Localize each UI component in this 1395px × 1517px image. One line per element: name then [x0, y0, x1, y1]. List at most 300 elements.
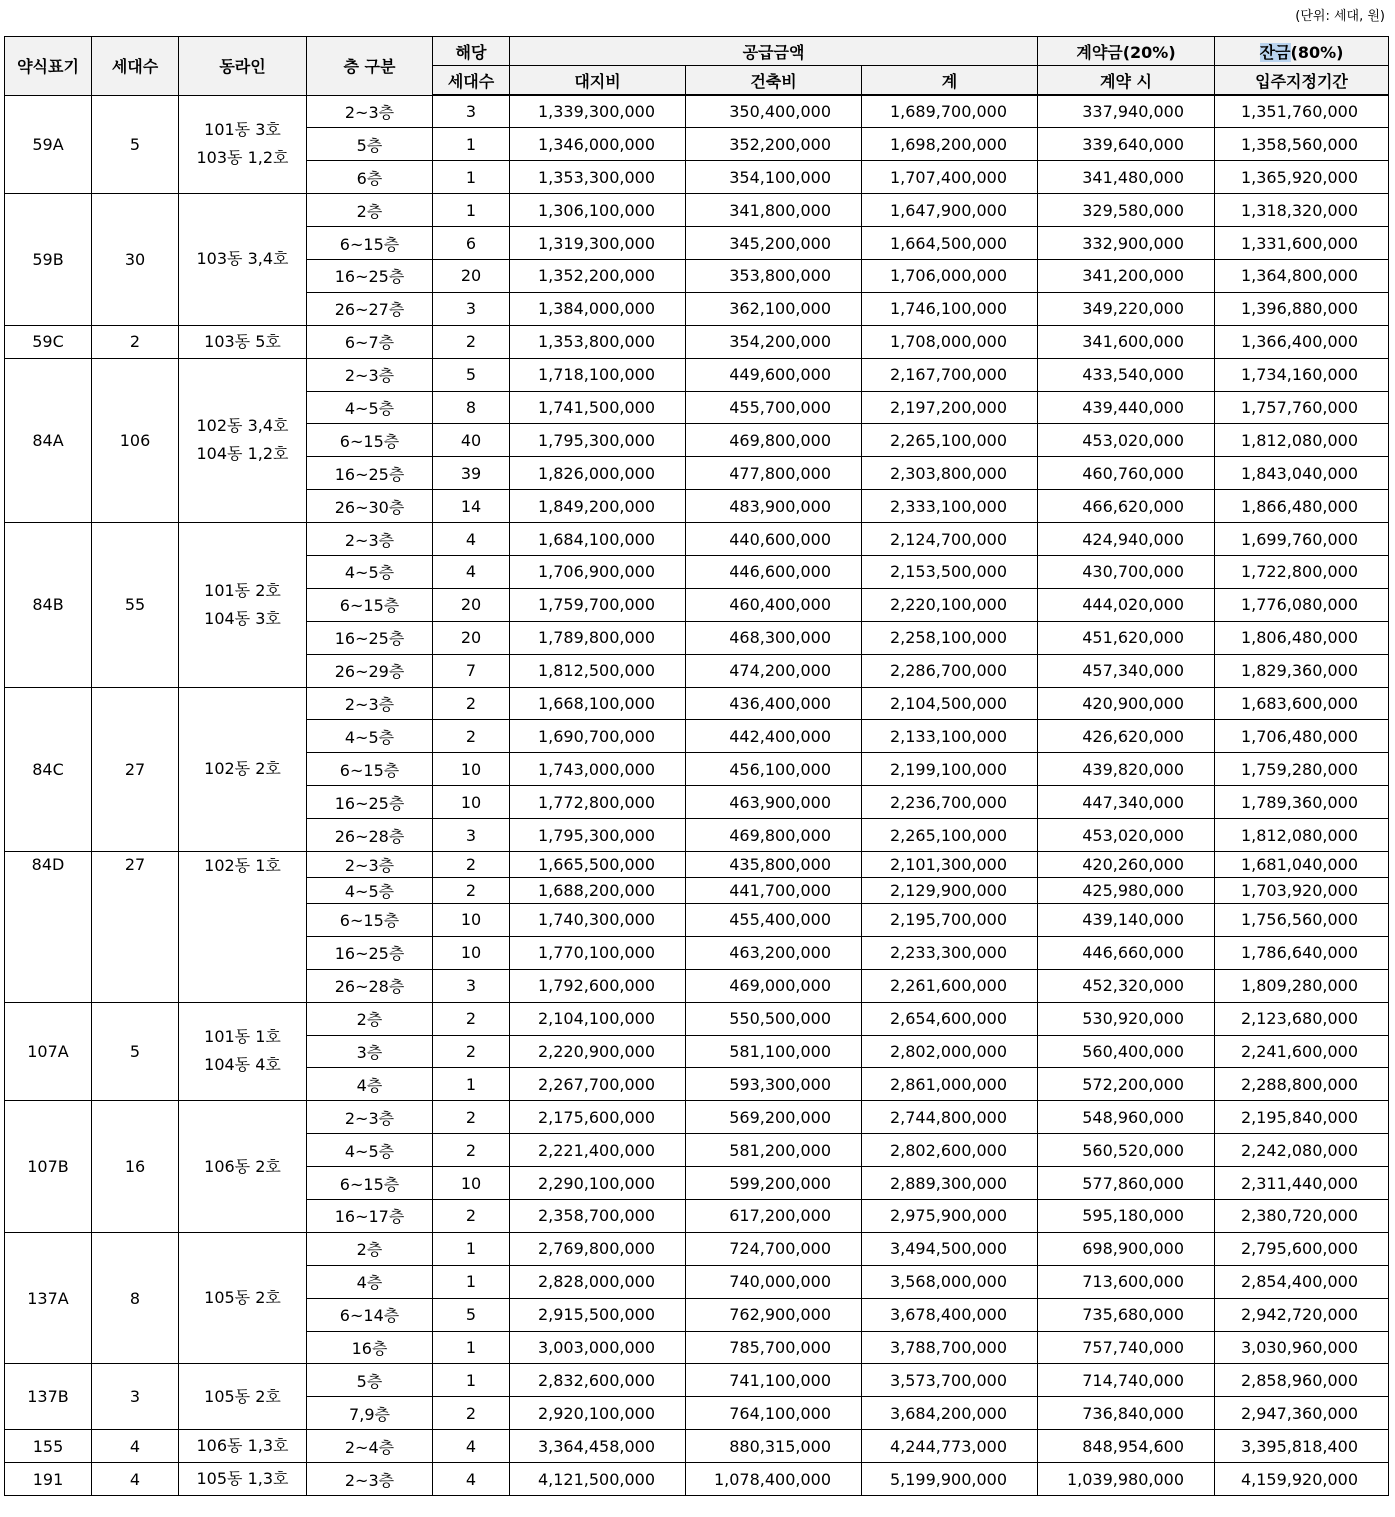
- building-cell: 353,800,000: [686, 259, 862, 292]
- count-cell: 1: [433, 1265, 510, 1298]
- land-cell: 2,828,000,000: [510, 1265, 686, 1298]
- type-cell: 59C: [5, 325, 92, 358]
- contract-cell: 548,960,000: [1038, 1101, 1215, 1134]
- floor-cell: 2~3층: [307, 358, 433, 391]
- count-cell: 4: [433, 1430, 510, 1463]
- total-cell: 3,788,700,000: [862, 1331, 1038, 1364]
- floor-cell: 26~27층: [307, 292, 433, 325]
- total-cell: 2,195,700,000: [862, 903, 1038, 936]
- floor-cell: 16~25층: [307, 457, 433, 490]
- total-cell: 2,129,900,000: [862, 877, 1038, 903]
- total-cell: 2,101,300,000: [862, 851, 1038, 877]
- count-cell: 10: [433, 753, 510, 786]
- floor-cell: 6~15층: [307, 753, 433, 786]
- dong-line-cell-empty: [179, 877, 307, 1002]
- balance-cell: 1,366,400,000: [1215, 325, 1389, 358]
- building-cell: 469,800,000: [686, 424, 862, 457]
- land-cell: 1,740,300,000: [510, 903, 686, 936]
- contract-cell: 332,900,000: [1038, 227, 1215, 260]
- floor-cell: 3층: [307, 1035, 433, 1068]
- building-cell: 469,800,000: [686, 819, 862, 852]
- floor-cell: 4~5층: [307, 391, 433, 424]
- supply-price-table: [4, 36, 1389, 1496]
- table-row: [5, 1232, 1389, 1265]
- count-cell: 2: [433, 687, 510, 720]
- land-cell: 1,826,000,000: [510, 457, 686, 490]
- land-cell: 1,668,100,000: [510, 687, 686, 720]
- land-cell: 2,175,600,000: [510, 1101, 686, 1134]
- floor-cell: 26~28층: [307, 819, 433, 852]
- table-row: [5, 325, 1389, 358]
- balance-cell: 1,812,080,000: [1215, 819, 1389, 852]
- balance-cell: 2,123,680,000: [1215, 1002, 1389, 1035]
- contract-cell: 452,320,000: [1038, 969, 1215, 1002]
- count-cell: 2: [433, 720, 510, 753]
- header-building: 건축비: [686, 66, 862, 96]
- households-cell: 106: [92, 358, 179, 522]
- contract-cell: 530,920,000: [1038, 1002, 1215, 1035]
- count-cell: 2: [433, 1200, 510, 1233]
- header-type: 약식표기: [5, 37, 92, 96]
- balance-cell: 1,396,880,000: [1215, 292, 1389, 325]
- table-row: [5, 95, 1389, 128]
- floor-cell: 16~17층: [307, 1200, 433, 1233]
- building-cell: 456,100,000: [686, 753, 862, 786]
- count-cell: 5: [433, 358, 510, 391]
- count-cell: 2: [433, 1101, 510, 1134]
- count-cell: 1: [433, 1232, 510, 1265]
- contract-cell: 453,020,000: [1038, 424, 1215, 457]
- floor-cell: 16층: [307, 1331, 433, 1364]
- total-cell: 3,494,500,000: [862, 1232, 1038, 1265]
- total-cell: 1,708,000,000: [862, 325, 1038, 358]
- count-cell: 2: [433, 325, 510, 358]
- building-cell: 345,200,000: [686, 227, 862, 260]
- contract-cell: 757,740,000: [1038, 1331, 1215, 1364]
- floor-cell: 6~15층: [307, 588, 433, 621]
- header-sub-households-bottom: 세대수: [433, 66, 510, 96]
- dong-line-text: 106동 2호: [204, 1156, 281, 1176]
- total-cell: 2,975,900,000: [862, 1200, 1038, 1233]
- total-cell: 2,233,300,000: [862, 936, 1038, 969]
- building-cell: 593,300,000: [686, 1068, 862, 1101]
- dong-line-cell: 102동 1호: [179, 851, 307, 877]
- land-cell: 1,352,200,000: [510, 259, 686, 292]
- households-cell-empty: [92, 877, 179, 1002]
- count-cell: 10: [433, 903, 510, 936]
- dong-line-cell: [179, 1430, 307, 1463]
- table-row: [5, 523, 1389, 556]
- households-cell: 27: [92, 851, 179, 877]
- count-cell: 8: [433, 391, 510, 424]
- land-cell: 3,003,000,000: [510, 1331, 686, 1364]
- balance-cell: 2,795,600,000: [1215, 1232, 1389, 1265]
- count-cell: 1: [433, 1331, 510, 1364]
- total-cell: 2,197,200,000: [862, 391, 1038, 424]
- type-cell: 191: [5, 1463, 92, 1496]
- contract-cell: 424,940,000: [1038, 523, 1215, 556]
- contract-cell: 572,200,000: [1038, 1068, 1215, 1101]
- total-cell: 2,889,300,000: [862, 1167, 1038, 1200]
- count-cell: 14: [433, 490, 510, 523]
- table-row: [5, 1364, 1389, 1397]
- count-cell: 3: [433, 819, 510, 852]
- balance-cell: 1,722,800,000: [1215, 555, 1389, 588]
- count-cell: 4: [433, 1463, 510, 1496]
- contract-cell: 447,340,000: [1038, 786, 1215, 819]
- floor-cell: 5층: [307, 128, 433, 161]
- land-cell: 1,812,500,000: [510, 654, 686, 687]
- table-row: [5, 851, 1389, 877]
- balance-cell: 1,757,760,000: [1215, 391, 1389, 424]
- floor-cell: 4층: [307, 1265, 433, 1298]
- building-cell: 469,000,000: [686, 969, 862, 1002]
- land-cell: 2,220,900,000: [510, 1035, 686, 1068]
- contract-cell: 460,760,000: [1038, 457, 1215, 490]
- households-cell: 55: [92, 523, 179, 687]
- floor-cell: 16~25층: [307, 259, 433, 292]
- total-cell: 3,684,200,000: [862, 1397, 1038, 1430]
- balance-cell: 1,756,560,000: [1215, 903, 1389, 936]
- header-balance-highlight: 잔금: [1259, 42, 1291, 62]
- count-cell: 6: [433, 227, 510, 260]
- floor-cell: 26~29층: [307, 654, 433, 687]
- land-cell: 1,772,800,000: [510, 786, 686, 819]
- building-cell: 617,200,000: [686, 1200, 862, 1233]
- dong-line-cell: [179, 523, 307, 687]
- count-cell: 20: [433, 588, 510, 621]
- count-cell: 4: [433, 555, 510, 588]
- count-cell: 5: [433, 1298, 510, 1331]
- building-cell: 599,200,000: [686, 1167, 862, 1200]
- balance-cell: 1,829,360,000: [1215, 654, 1389, 687]
- count-cell: 2: [433, 877, 510, 903]
- building-cell: 352,200,000: [686, 128, 862, 161]
- dong-line-cell: [179, 95, 307, 194]
- building-cell: 463,200,000: [686, 936, 862, 969]
- dong-line-cell: [179, 687, 307, 851]
- balance-cell: 1,683,600,000: [1215, 687, 1389, 720]
- contract-cell: 457,340,000: [1038, 654, 1215, 687]
- dong-line-text: 106동 1,3호: [196, 1436, 289, 1456]
- total-cell: 1,746,100,000: [862, 292, 1038, 325]
- floor-cell: 2~3층: [307, 687, 433, 720]
- total-cell: 2,258,100,000: [862, 621, 1038, 654]
- type-cell: 107B: [5, 1101, 92, 1233]
- building-cell: 477,800,000: [686, 457, 862, 490]
- building-cell: 764,100,000: [686, 1397, 862, 1430]
- floor-cell: 6층: [307, 161, 433, 194]
- table-row: [5, 877, 1389, 903]
- header-floor: 층 구분: [307, 37, 433, 96]
- count-cell: 3: [433, 95, 510, 128]
- header-contract-sub: 계약 시: [1038, 66, 1215, 96]
- land-cell: 1,792,600,000: [510, 969, 686, 1002]
- total-cell: 2,153,500,000: [862, 555, 1038, 588]
- building-cell: 880,315,000: [686, 1430, 862, 1463]
- land-cell: 1,690,700,000: [510, 720, 686, 753]
- building-cell: 1,078,400,000: [686, 1463, 862, 1496]
- building-cell: 785,700,000: [686, 1331, 862, 1364]
- households-cell: 16: [92, 1101, 179, 1233]
- type-cell: 84A: [5, 358, 92, 522]
- total-cell: 2,654,600,000: [862, 1002, 1038, 1035]
- total-cell: 5,199,900,000: [862, 1463, 1038, 1496]
- building-cell: 581,200,000: [686, 1134, 862, 1167]
- contract-cell: 736,840,000: [1038, 1397, 1215, 1430]
- total-cell: 2,104,500,000: [862, 687, 1038, 720]
- contract-cell: 341,480,000: [1038, 161, 1215, 194]
- contract-cell: 560,520,000: [1038, 1134, 1215, 1167]
- dong-line-text: 104동 4호: [204, 1055, 281, 1075]
- balance-cell: 1,759,280,000: [1215, 753, 1389, 786]
- dong-line-text: 103동 5호: [204, 331, 281, 351]
- count-cell: 1: [433, 194, 510, 227]
- households-cell: 4: [92, 1430, 179, 1463]
- dong-line-cell: [179, 358, 307, 522]
- balance-cell: 1,734,160,000: [1215, 358, 1389, 391]
- balance-cell: 1,776,080,000: [1215, 588, 1389, 621]
- total-cell: 4,244,773,000: [862, 1430, 1038, 1463]
- table-row: [5, 1101, 1389, 1134]
- balance-cell: 3,395,818,400: [1215, 1430, 1389, 1463]
- floor-cell: 4층: [307, 1068, 433, 1101]
- floor-cell: 2층: [307, 1002, 433, 1035]
- contract-cell: 453,020,000: [1038, 819, 1215, 852]
- total-cell: 1,707,400,000: [862, 161, 1038, 194]
- type-cell: 84D: [5, 851, 92, 877]
- dong-line-text: 105동 1,3호: [196, 1469, 289, 1489]
- building-cell: 341,800,000: [686, 194, 862, 227]
- total-cell: 3,678,400,000: [862, 1298, 1038, 1331]
- total-cell: 2,861,000,000: [862, 1068, 1038, 1101]
- balance-cell: 3,030,960,000: [1215, 1331, 1389, 1364]
- floor-cell: 6~7층: [307, 325, 433, 358]
- header-households: 세대수: [92, 37, 179, 96]
- total-cell: 1,647,900,000: [862, 194, 1038, 227]
- total-cell: 3,573,700,000: [862, 1364, 1038, 1397]
- floor-cell: 6~15층: [307, 424, 433, 457]
- land-cell: 2,267,700,000: [510, 1068, 686, 1101]
- land-cell: 4,121,500,000: [510, 1463, 686, 1496]
- floor-cell: 6~14층: [307, 1298, 433, 1331]
- count-cell: 4: [433, 523, 510, 556]
- table-body: [5, 95, 1389, 1496]
- total-cell: 2,802,000,000: [862, 1035, 1038, 1068]
- building-cell: 441,700,000: [686, 877, 862, 903]
- land-cell: 1,684,100,000: [510, 523, 686, 556]
- total-cell: 3,568,000,000: [862, 1265, 1038, 1298]
- contract-cell: 451,620,000: [1038, 621, 1215, 654]
- building-cell: 460,400,000: [686, 588, 862, 621]
- balance-cell: 1,358,560,000: [1215, 128, 1389, 161]
- floor-cell: 16~25층: [307, 786, 433, 819]
- building-cell: 362,100,000: [686, 292, 862, 325]
- dong-line-text: 103동 3,4호: [196, 249, 289, 269]
- dong-line-text: 103동 1,2호: [196, 148, 289, 168]
- count-cell: 1: [433, 1068, 510, 1101]
- land-cell: 1,688,200,000: [510, 877, 686, 903]
- contract-cell: 339,640,000: [1038, 128, 1215, 161]
- header-balance: [1215, 37, 1389, 66]
- type-cell: 137B: [5, 1364, 92, 1430]
- type-cell: 59A: [5, 95, 92, 194]
- contract-cell: 735,680,000: [1038, 1298, 1215, 1331]
- balance-cell: 1,318,320,000: [1215, 194, 1389, 227]
- building-cell: 569,200,000: [686, 1101, 862, 1134]
- total-cell: 1,664,500,000: [862, 227, 1038, 260]
- table-row: [5, 358, 1389, 391]
- building-cell: 435,800,000: [686, 851, 862, 877]
- header-balance-sub: 입주지정기간: [1215, 66, 1389, 96]
- total-cell: 2,199,100,000: [862, 753, 1038, 786]
- building-cell: 463,900,000: [686, 786, 862, 819]
- contract-cell: 430,700,000: [1038, 555, 1215, 588]
- building-cell: 724,700,000: [686, 1232, 862, 1265]
- table-row: [5, 1002, 1389, 1035]
- building-cell: 455,400,000: [686, 903, 862, 936]
- building-cell: 483,900,000: [686, 490, 862, 523]
- contract-cell: 439,820,000: [1038, 753, 1215, 786]
- floor-cell: 16~25층: [307, 936, 433, 969]
- header-total: 계: [862, 66, 1038, 96]
- contract-cell: 466,620,000: [1038, 490, 1215, 523]
- contract-cell: 425,980,000: [1038, 877, 1215, 903]
- header-contract: 계약금(20%): [1038, 37, 1215, 66]
- dong-line-cell: [179, 325, 307, 358]
- count-cell: 1: [433, 161, 510, 194]
- header-balance-rest: (80%): [1290, 42, 1344, 62]
- contract-cell: 426,620,000: [1038, 720, 1215, 753]
- header-supply-amount: 공급금액: [510, 37, 1038, 66]
- count-cell: 10: [433, 936, 510, 969]
- land-cell: 1,741,500,000: [510, 391, 686, 424]
- total-cell: 1,698,200,000: [862, 128, 1038, 161]
- building-cell: 440,600,000: [686, 523, 862, 556]
- floor-cell: 2~3층: [307, 95, 433, 128]
- balance-cell: 1,703,920,000: [1215, 877, 1389, 903]
- total-cell: 2,261,600,000: [862, 969, 1038, 1002]
- balance-cell: 2,854,400,000: [1215, 1265, 1389, 1298]
- contract-cell: 349,220,000: [1038, 292, 1215, 325]
- balance-cell: 2,241,600,000: [1215, 1035, 1389, 1068]
- balance-cell: 1,331,600,000: [1215, 227, 1389, 260]
- balance-cell: 2,242,080,000: [1215, 1134, 1389, 1167]
- building-cell: 550,500,000: [686, 1002, 862, 1035]
- floor-cell: 2~3층: [307, 523, 433, 556]
- floor-cell: 26~28층: [307, 969, 433, 1002]
- building-cell: 741,100,000: [686, 1364, 862, 1397]
- type-cell: 155: [5, 1430, 92, 1463]
- land-cell: 2,104,100,000: [510, 1002, 686, 1035]
- dong-line-text: 104동 3호: [204, 608, 281, 628]
- land-cell: 1,770,100,000: [510, 936, 686, 969]
- balance-cell: 2,858,960,000: [1215, 1364, 1389, 1397]
- total-cell: 2,167,700,000: [862, 358, 1038, 391]
- contract-cell: 446,660,000: [1038, 936, 1215, 969]
- land-cell: 1,795,300,000: [510, 819, 686, 852]
- land-cell: 1,306,100,000: [510, 194, 686, 227]
- count-cell: 20: [433, 259, 510, 292]
- floor-cell: 7,9층: [307, 1397, 433, 1430]
- balance-cell: 1,812,080,000: [1215, 424, 1389, 457]
- floor-cell: 6~15층: [307, 1167, 433, 1200]
- households-cell: 4: [92, 1463, 179, 1496]
- building-cell: 468,300,000: [686, 621, 862, 654]
- table-row: [5, 194, 1389, 227]
- table-row: [5, 687, 1389, 720]
- contract-cell: 714,740,000: [1038, 1364, 1215, 1397]
- contract-cell: 1,039,980,000: [1038, 1463, 1215, 1496]
- dong-line-text: 101동 3호: [204, 120, 281, 140]
- land-cell: 2,915,500,000: [510, 1298, 686, 1331]
- building-cell: 449,600,000: [686, 358, 862, 391]
- balance-cell: 1,699,760,000: [1215, 523, 1389, 556]
- count-cell: 3: [433, 969, 510, 1002]
- land-cell: 2,832,600,000: [510, 1364, 686, 1397]
- land-cell: 1,789,800,000: [510, 621, 686, 654]
- dong-line-text: 105동 2호: [204, 1386, 281, 1406]
- total-cell: 2,265,100,000: [862, 424, 1038, 457]
- land-cell: 2,290,100,000: [510, 1167, 686, 1200]
- header-land: 대지비: [510, 66, 686, 96]
- land-cell: 1,665,500,000: [510, 851, 686, 877]
- dong-line-cell: [179, 1463, 307, 1496]
- dong-line-text: 105동 2호: [204, 1288, 281, 1308]
- floor-cell: 4~5층: [307, 1134, 433, 1167]
- land-cell: 2,920,100,000: [510, 1397, 686, 1430]
- total-cell: 2,133,100,000: [862, 720, 1038, 753]
- dong-line-text: 102동 2호: [204, 759, 281, 779]
- households-cell: 27: [92, 687, 179, 851]
- header-dong-line: 동라인: [179, 37, 307, 96]
- floor-cell: 2~3층: [307, 1101, 433, 1134]
- dong-line-cell: [179, 1364, 307, 1430]
- households-cell: 5: [92, 95, 179, 194]
- contract-cell: 341,200,000: [1038, 259, 1215, 292]
- floor-cell: 2층: [307, 1232, 433, 1265]
- balance-cell: 1,365,920,000: [1215, 161, 1389, 194]
- count-cell: 10: [433, 1167, 510, 1200]
- building-cell: 455,700,000: [686, 391, 862, 424]
- dong-line-text: 101동 1호: [204, 1027, 281, 1047]
- total-cell: 2,236,700,000: [862, 786, 1038, 819]
- land-cell: 1,849,200,000: [510, 490, 686, 523]
- total-cell: 1,706,000,000: [862, 259, 1038, 292]
- building-cell: 474,200,000: [686, 654, 862, 687]
- households-cell: 8: [92, 1232, 179, 1364]
- contract-cell: 713,600,000: [1038, 1265, 1215, 1298]
- count-cell: 2: [433, 1035, 510, 1068]
- contract-cell: 698,900,000: [1038, 1232, 1215, 1265]
- floor-cell: 2~3층: [307, 851, 433, 877]
- contract-cell: 577,860,000: [1038, 1167, 1215, 1200]
- dong-line-cell: [179, 1002, 307, 1101]
- land-cell: 1,319,300,000: [510, 227, 686, 260]
- total-cell: 2,333,100,000: [862, 490, 1038, 523]
- land-cell: 3,364,458,000: [510, 1430, 686, 1463]
- contract-cell: 595,180,000: [1038, 1200, 1215, 1233]
- total-cell: 2,303,800,000: [862, 457, 1038, 490]
- unit-note: (단위: 세대, 원): [1295, 9, 1385, 24]
- count-cell: 3: [433, 292, 510, 325]
- dong-line-cell: [179, 1101, 307, 1233]
- land-cell: 2,358,700,000: [510, 1200, 686, 1233]
- floor-cell: 6~15층: [307, 903, 433, 936]
- total-cell: 2,744,800,000: [862, 1101, 1038, 1134]
- count-cell: 1: [433, 128, 510, 161]
- building-cell: 354,100,000: [686, 161, 862, 194]
